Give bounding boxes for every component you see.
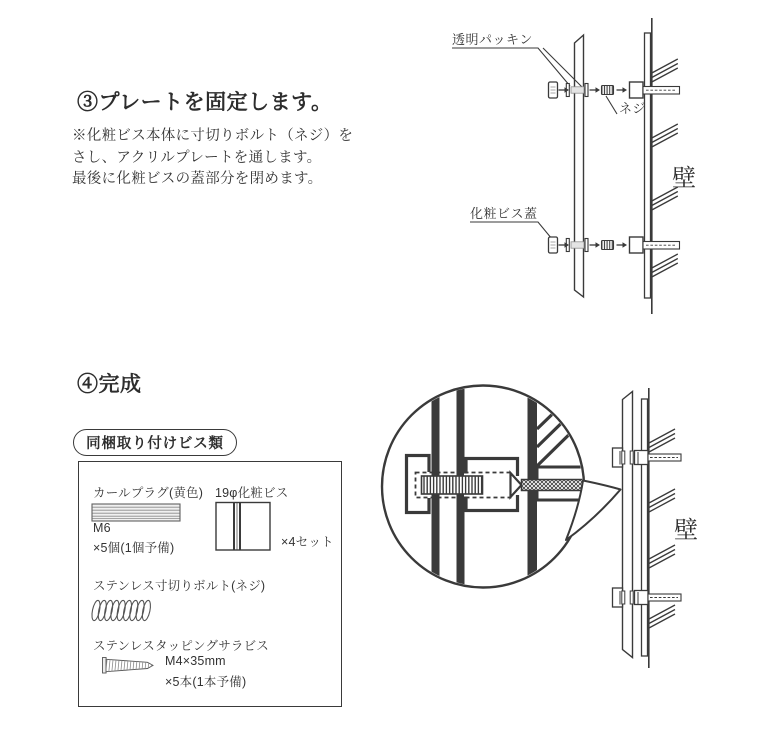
curl-plug-icon	[92, 504, 180, 521]
screw-label: ネジ	[619, 101, 647, 116]
deco-screw-qty: ×4セット	[281, 535, 334, 549]
bolt-name: ステンレス寸切りボルト(ネジ)	[93, 579, 266, 593]
assembled-fastener-bottom	[613, 588, 682, 607]
packing-washer-right	[585, 84, 588, 97]
deco-screw-body	[630, 82, 644, 98]
completed-view-diagram	[382, 385, 698, 668]
wall-label-top: 壁	[672, 165, 696, 192]
curl-plug-name: カールプラグ(黄色)	[93, 486, 204, 500]
deco-screw-body	[630, 237, 644, 253]
curl-plug-size: M6	[93, 521, 111, 535]
threaded-bolt-section	[422, 476, 483, 494]
step3-note-line2: さし、アクリルプレートを通します。	[72, 149, 322, 166]
wall-batten	[645, 33, 651, 298]
threaded-bolt	[602, 86, 614, 95]
fastener-row-top	[549, 82, 680, 98]
threaded-rod-icon	[90, 600, 152, 622]
tapping-size: M4×35mm	[165, 654, 226, 668]
step3-heading: ③プレートを固定します。	[77, 91, 333, 114]
exploded-view-diagram	[452, 18, 696, 314]
packing-sleeve	[571, 242, 584, 248]
tapping-name: ステンレスタッピングサラビス	[93, 639, 269, 653]
packing-washer-right	[585, 239, 588, 252]
acrylic-plate	[575, 35, 584, 297]
curl-plug-qty: ×5個(1個予備)	[93, 541, 175, 555]
acrylic-plate	[623, 392, 633, 658]
fastener-row-bottom	[549, 237, 680, 253]
cap-label: 化粧ビス蓋	[470, 206, 538, 221]
wall-label-bottom: 壁	[674, 517, 698, 544]
deco-screw-name: 19φ化粧ビス	[215, 486, 289, 500]
wall-batten	[642, 399, 648, 656]
packing-label: 透明パッキン	[452, 32, 533, 47]
tapping-qty: ×5本(1本予備)	[165, 675, 247, 689]
tapping-screw-icon	[103, 658, 154, 674]
threaded-bolt	[602, 241, 614, 250]
step3-note-line1: ※化粧ビス本体に寸切りボルト（ネジ）を	[72, 128, 354, 144]
step4-heading: ④完成	[77, 373, 142, 396]
parts-icons	[90, 503, 270, 674]
deco-screw-icon	[216, 503, 270, 551]
parts-box-title-label: 同梱取り付けビス類	[86, 436, 224, 452]
step3-note-line3: 最後に化粧ビスの蓋部分を閉めます。	[72, 171, 323, 187]
assembled-fastener-top	[613, 448, 682, 467]
packing-sleeve	[571, 87, 584, 93]
